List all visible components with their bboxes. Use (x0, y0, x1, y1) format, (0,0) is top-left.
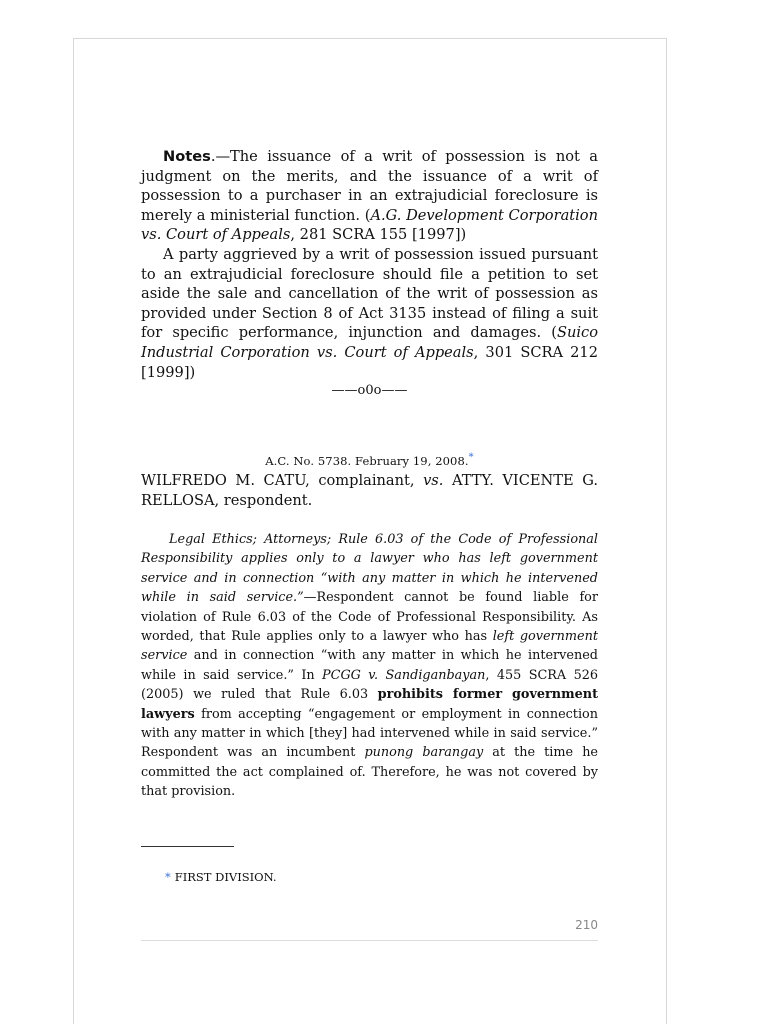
syllabus-case-citation: PCGG v. Sandiganbayan (322, 667, 486, 683)
notes-paragraph-1 (141, 147, 598, 245)
syllabus-italic-b: left government service (141, 629, 598, 664)
syllabus-text-d: from accepting “engagement or employment in connection with any matter in which [they] had intervened while in said service.” Respondent was an incumbent (141, 706, 598, 761)
footnote-reference-marker[interactable]: * (468, 452, 474, 463)
footnote-divider (141, 846, 234, 847)
notes-p2-text: A party aggrieved by a writ of possession issued pursuant to an extrajudicial foreclosure should file a petition to set aside the sale and cancellation of the writ of possession as provided under Section 8 of Act 3135 instead of filing a suit for specific performance, injunction and damages. ( (141, 245, 598, 342)
versus-text: vs. (423, 472, 444, 489)
syllabus-paragraph (141, 530, 598, 802)
footnote (165, 870, 277, 884)
syllabus-text-a: —Respondent cannot be found liable for violation of Rule 6.03 of the Code of Professional Responsibility. As worded, that Rule applies only to a lawyer who has (141, 590, 599, 645)
case-parties (141, 471, 598, 511)
case-number-date (141, 452, 598, 468)
syllabus-headnote: Legal Ethics; Attorneys; Rule 6.03 of the Code of Professional Responsibility applies only to a lawyer who has left government service and in connection “with any matter in which he intervened while in said service.” (141, 532, 598, 606)
syllabus-italic-d: punong barangay (364, 745, 484, 761)
notes-p2-citation: Suico Industrial Corporation vs. Court of Appeals (141, 324, 598, 361)
footnote-marker[interactable]: * (165, 870, 171, 884)
page-number: 210 (575, 918, 598, 932)
page-bottom-rule (141, 940, 598, 941)
case-number-text: A.C. No. 5738. February 19, 2008. (265, 453, 469, 468)
notes-p1-citation: A.G. Development Corporation vs. Court of Appeals (141, 206, 598, 244)
notes-paragraph-2 (141, 245, 598, 382)
complainant-text: WILFREDO M. CATU, complainant, (141, 472, 424, 489)
syllabus-text-c: , 455 SCRA 526 (2005) we ruled that Rule 6.03 (141, 667, 598, 703)
notes-section (141, 147, 598, 382)
notes-label: Notes (163, 148, 211, 165)
syllabus-text-e: at the time he committed the act complained of. Therefore, he was not covered by that provision. (141, 745, 599, 800)
footnote-text: FIRST DIVISION. (174, 870, 277, 884)
section-separator: ——o0o—— (331, 383, 408, 398)
syllabus-bold-phrase: prohibits former government lawyers (141, 687, 598, 722)
notes-p1-citation-rest: , 281 SCRA 155 [1997]) (290, 226, 467, 244)
notes-p2-citation-rest: , 301 SCRA 212 [1999]) (141, 343, 598, 381)
notes-p1-text: .—The issuance of a writ of possession is not a judgment on the merits, and the issuance of a writ of possession to a purchaser in an extrajudicial foreclosure is merely a ministerial function. ( (141, 148, 598, 224)
respondent-text: ATTY. VICENTE G. RELLOSA, respondent. (141, 472, 598, 509)
syllabus-text-b: and in connection “with any matter in which he intervened while in said service.” In (141, 648, 598, 683)
